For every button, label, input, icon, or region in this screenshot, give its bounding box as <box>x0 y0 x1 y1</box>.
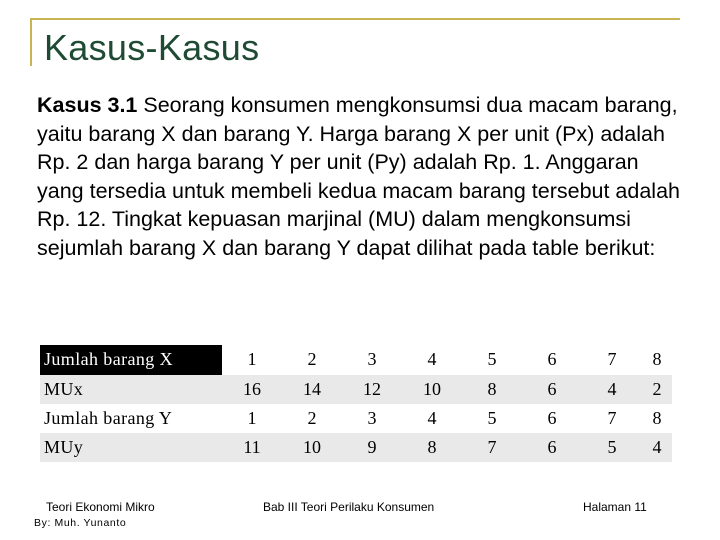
table-cell: 2 <box>307 408 317 428</box>
frame-top-line <box>30 18 680 20</box>
table-cell: 6 <box>547 349 557 370</box>
case-text: Seorang konsumen mengkonsumsi dua macam barang, yaitu barang X dan barang Y. Harga barang X per unit (Px) adalah Rp. 2 dan harga barang Y per unit (Py) adalah Rp. 1. Anggaran yang tersedia untuk membeli kedua macam barang tersebut adalah Rp. 12. Tingkat kepuasan marjinal (MU) dalam mengkonsumsi sejumlah barang X dan barang Y dapat dilihat pada table berikut: <box>37 93 680 260</box>
slide-title: Kasus-Kasus <box>44 27 260 68</box>
table-cell: 4 <box>427 408 437 428</box>
row-label: MUy <box>40 433 222 462</box>
table-cell: 6 <box>522 375 582 405</box>
table-cell: 8 <box>402 433 462 462</box>
table-cell: 14 <box>282 375 342 405</box>
table-cell: 4 <box>427 349 437 370</box>
footer-page-number: Halaman 11 <box>583 500 647 514</box>
table-cell: 10 <box>402 375 462 405</box>
case-paragraph <box>37 91 687 263</box>
table-cell: 3 <box>367 408 377 428</box>
table-cell: 8 <box>652 349 662 370</box>
marginal-utility-table <box>40 345 672 462</box>
table-cell: 2 <box>307 349 317 370</box>
table-cell: 12 <box>342 375 402 405</box>
footer-chapter: Bab III Teori Perilaku Konsumen <box>263 500 435 514</box>
table-cell: 5 <box>582 433 642 462</box>
table-cell: 5 <box>487 408 497 428</box>
table-cell: 7 <box>462 433 522 462</box>
table-cell: 5 <box>487 349 497 370</box>
table-cell: 3 <box>367 349 377 370</box>
table-row <box>40 375 672 405</box>
table-cell: 4 <box>642 433 672 462</box>
frame-left-line <box>30 18 32 66</box>
row-label: Jumlah barang X <box>40 345 222 375</box>
table-cell: 16 <box>222 375 282 405</box>
table-cell: 8 <box>462 375 522 405</box>
table-cell: 7 <box>607 408 617 428</box>
table-cell: 2 <box>642 375 672 405</box>
table-cell: 1 <box>247 408 257 428</box>
table-cell: 4 <box>582 375 642 405</box>
table-cell: 6 <box>547 408 557 428</box>
case-label: Kasus 3.1 <box>37 93 138 117</box>
table-row <box>40 345 672 375</box>
row-label: MUx <box>40 375 222 405</box>
table-cell: 9 <box>342 433 402 462</box>
table-cell: 11 <box>222 433 282 462</box>
table-cell: 1 <box>247 349 257 370</box>
row-label: Jumlah barang Y <box>44 408 173 428</box>
table-row <box>40 433 672 462</box>
table-cell: 7 <box>607 349 617 370</box>
table-cell: 10 <box>282 433 342 462</box>
footer-course-title: Teori Ekonomi Mikro <box>46 500 155 514</box>
table-row <box>40 404 672 433</box>
footer-author: By: Muh. Yunanto <box>34 517 127 529</box>
table-cell: 8 <box>652 408 662 428</box>
table-cell: 6 <box>522 433 582 462</box>
